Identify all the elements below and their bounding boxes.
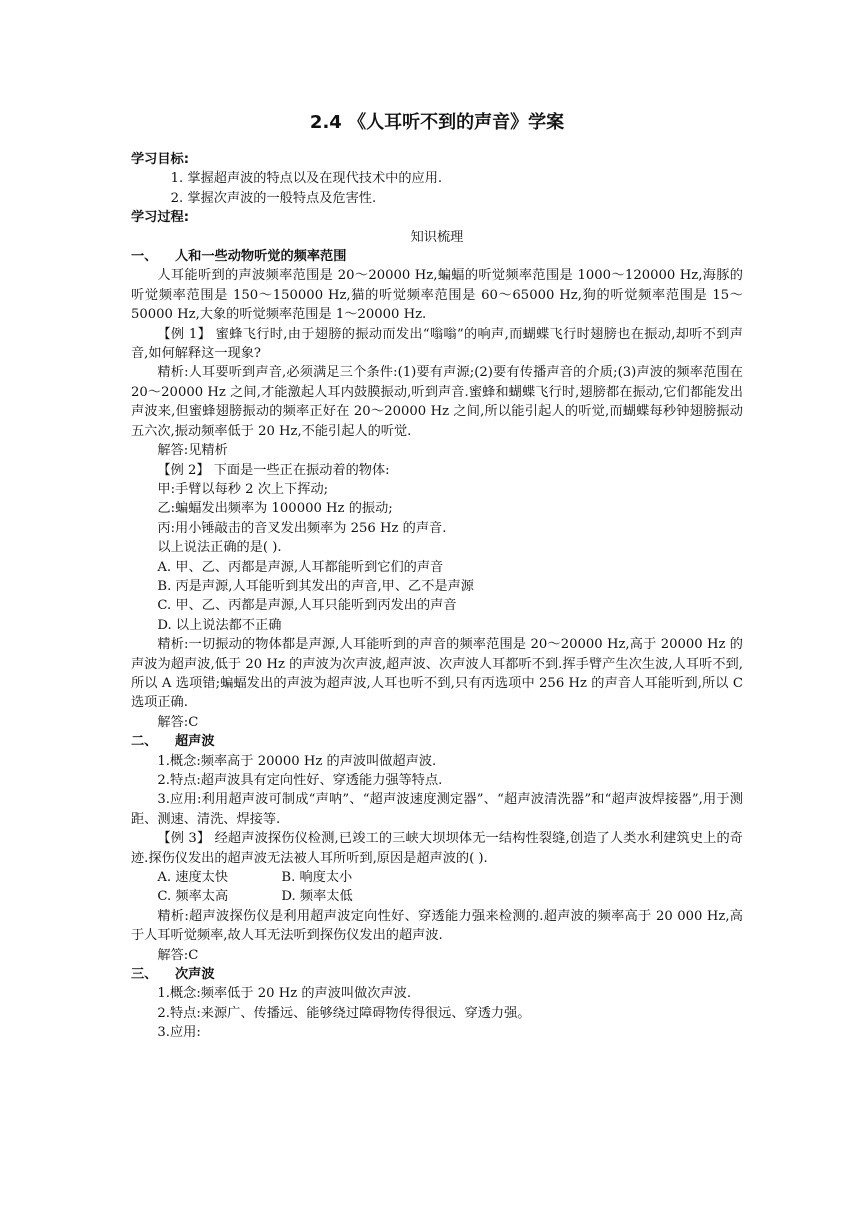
example-3-answer: 解答:C: [157, 947, 199, 963]
example-2-option: A. 甲、乙、丙都是声源,人耳都能听到它们的声音: [157, 559, 444, 575]
example-3-option: C. 频率太高: [157, 889, 229, 905]
section-number: 三、: [131, 967, 158, 983]
example-2-question: 以上说法正确的是( ).: [157, 540, 282, 556]
goals-heading: 学习目标:: [131, 152, 190, 167]
example-2-answer: 解答:C: [157, 714, 199, 730]
section-1-heading: [131, 247, 743, 266]
example-3-option: D. 频率太低: [281, 889, 353, 905]
example-3-options-row: [131, 887, 743, 906]
example-2-option: D. 以上说法都不正确: [157, 617, 282, 633]
example-1-answer: 解答:见精析: [157, 443, 228, 459]
example-3-analysis: 精析:超声波探伤仪是利用超声波定向性好、穿透能力强来检测的.超声波的频率高于 20 000 Hz,高于人耳听觉频率,故人耳无法听到探伤仪发出的超声波.: [131, 908, 743, 944]
section-3-heading: [131, 965, 743, 984]
section-3-item: 3.应用:: [157, 1025, 201, 1041]
goal-item: 1. 掌握超声波的特点以及在现代技术中的应用.: [170, 171, 443, 187]
knowledge-heading: 知识梳理: [410, 229, 464, 245]
example-3-option: A. 速度太快: [157, 870, 229, 886]
section-title: 人和一些动物听觉的频率范围: [175, 249, 347, 265]
example-2-option: B. 丙是声源,人耳能听到其发出的声音,甲、乙不是声源: [157, 578, 474, 594]
process-heading: 学习过程:: [131, 210, 190, 226]
example-3: 【例 3】 经超声波探伤仪检测,已竣工的三峡大坝坝体无一结构性裂缝,创造了人类水利建筑史上的奇迹.探伤仪发出的超声波无法被人耳所听到,原因是超声波的( ).: [131, 831, 743, 866]
example-1-analysis: 精析:人耳要听到声音,必须满足三个条件:(1)要有声源;(2)要有传播声音的介质;(3)声波的频率范围在 20～20000 Hz 之间,才能激起人耳内鼓膜振动,听到声音.蜜蜂和蝴蝶飞行时,翅膀都在振动,它们都能发出声波来,但蜜蜂翅膀振动的频率正好在 20～20000 Hz 之间,所以能引起人的听觉,而蝴蝶每秒钟翅膀振动五六次,振动频率低于 20 Hz,不能引起人的听觉.: [131, 365, 743, 439]
example-2-option: C. 甲、乙、丙都是声源,人耳只能听到丙发出的声音: [157, 598, 457, 614]
example-1: 【例 1】 蜜蜂飞行时,由于翅膀的振动而发出“嗡嗡”的响声,而蝴蝶飞行时翅膀也在振动,却听不到声音,如何解释这一现象?: [131, 326, 743, 362]
section-title: 超声波: [175, 734, 215, 750]
example-3-option: B. 响度太小: [281, 870, 353, 886]
section-3-item: 1.概念:频率低于 20 Hz 的声波叫做次声波.: [157, 986, 412, 1002]
goal-item: 2. 掌握次声波的一般特点及危害性.: [170, 190, 377, 206]
section-number: 二、: [131, 734, 158, 750]
section-2-heading: [131, 732, 743, 751]
section-2-item: 3.应用:利用超声波可制成“声呐”、“超声波速度测定器”、“超声波清洗器”和“超声波焊接器”,用于测距、测速、清洗、焊接等.: [131, 792, 743, 827]
document-title: 2.4 《人耳听不到的声音》学案: [309, 112, 565, 133]
paragraph: 人耳能听到的声波频率范围是 20～20000 Hz,蝙蝠的听觉频率范围是 1000～120000 Hz,海豚的听觉频率范围是 150～150000 Hz,猫的听觉频率范围是 60～65000 Hz,狗的听觉频率范围是 15～50000 Hz,大象的听觉频率范围是 1～20000 Hz.: [131, 268, 743, 323]
section-2-item: 1.概念:频率高于 20000 Hz 的声波叫做超声波.: [157, 753, 437, 769]
section-3-item: 2.特点:来源广、传播远、能够绕过障碍物传得很远、穿透力强。: [157, 1005, 531, 1021]
section-2-item: 2.特点:超声波具有定向性好、穿透能力强等特点.: [157, 773, 443, 788]
document-page: [131, 110, 743, 1043]
example-2: 【例 2】 下面是一些正在振动着的物体:: [157, 462, 390, 478]
example-2-analysis: 精析:一切振动的物体都是声源,人耳能听到的声音的频率范围是 20～20000 Hz,高于 20000 Hz 的声波为超声波,低于 20 Hz 的声波为次声波,超声波、次声波人耳都听不到.挥手臂产生次生波,人耳听不到,所以 A 选项错;蝙蝠发出的声波为超声波,人耳也听不到,只有丙选项中 256 Hz 的声音人耳能听到,所以 C 选项正确.: [131, 637, 743, 711]
example-2-item: 乙:蝙蝠发出频率为 100000 Hz 的振动;: [157, 501, 393, 517]
section-number: 一、: [131, 249, 158, 265]
section-title: 次声波: [175, 967, 215, 983]
example-2-item: 甲:手臂以每秒 2 次上下挥动;: [157, 481, 329, 497]
example-2-item: 丙:用小锤敲击的音叉发出频率为 256 Hz 的声音.: [157, 520, 447, 536]
example-3-options-row: [131, 868, 743, 887]
